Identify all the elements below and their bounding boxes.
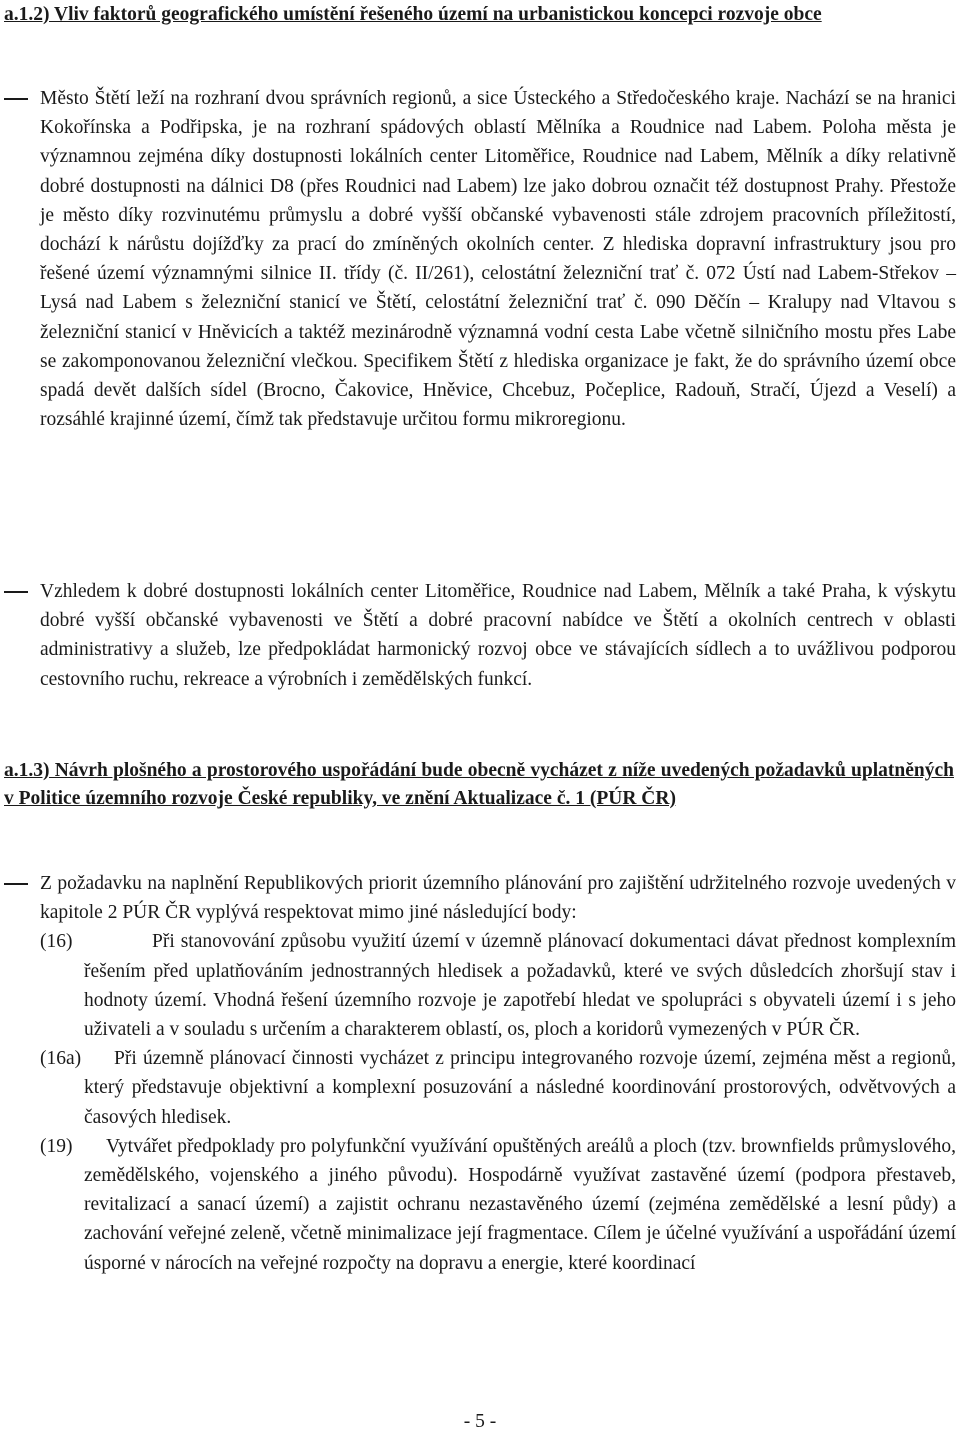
bullet-text: Vzhledem k dobré dostupnosti lokálních center Litoměřice, Roudnice nad Labem, Mělník a také Praha, k výskytu dobré vyšší občanské vybavenosti ve Štětí a dobré pracovní nabídce ve Štětí a okolních centrech v oblasti administrativy a služeb, lze předpokládat harmonický rozvoj obce ve stávajících sídlech a to uvážlivou podporou cestovního ruchu, rekreace a výrobních i zemědělských funkcí. — [40, 581, 956, 690]
bullet-text: Z požadavku na naplnění Republikových priorit územního plánování pro zajištění udržitelného rozvoje uvedených v kapitole 2 PÚR ČR vyplývá respektovat mimo jiné následující body: — [40, 873, 956, 924]
bullet-item — [0, 577, 956, 694]
dash-bullet-icon — [4, 883, 28, 885]
dash-bullet-icon — [4, 591, 28, 593]
priority-text: Vytvářet předpoklady pro polyfunkční využívání opuštěných areálů a ploch (tzv. brownfields průmyslového, zemědělského, vojenského a jiného původu). Hospodárně využívat zastavěné území (podpora přestaveb, revitalizací a sanací území) a zajistit ochranu nezastavěného území (zejména zemědělské a lesní půdy) a zachování veřejné zeleně, včetně minimalizace její fragmentace. Cílem je účelné využívání a uspořádání území úsporné v nárocích na veřejné rozpočty na dopravu a energie, které koordinací — [84, 1135, 956, 1274]
dash-bullet-icon — [4, 98, 28, 100]
priority-item-16 — [40, 927, 956, 1044]
bullet-item — [0, 84, 956, 434]
priority-item-16a — [40, 1044, 956, 1132]
priority-text: Při územně plánovací činnosti vycházet z principu integrovaného rozvoje území, zejména měst a regionů, který představuje objektivní a komplexní posuzování a následné koordinování prostorových, odvětvových a časových hledisek. — [84, 1048, 956, 1128]
priority-text: Při stanovování způsobu využití území v územně plánovací dokumentaci dávat přednost komplexním řešením před uplatňováním jednostranných hledisek a požadavků, které ve svých důsledcích zhoršují stav i hodnoty území. Vhodná řešení územního rozvoje je zapotřebí hledat ve spolupráci s obyvateli území i s jeho uživateli a v souladu s určením a charakterem oblastí, os, ploch a koridorů vymezených v PÚR ČR. — [84, 931, 956, 1041]
priority-number: (19) — [40, 1135, 73, 1157]
section-heading-a12: a.1.2) Vliv faktorů geografického umístění řešeného území na urbanistickou koncepci rozvoje obce — [4, 4, 822, 25]
priority-number: (16) — [40, 931, 73, 953]
page-number: - 5 - — [463, 1411, 497, 1432]
bullet-item — [0, 869, 956, 1278]
priority-number: (16a) — [40, 1048, 82, 1070]
bullet-text: Město Štětí leží na rozhraní dvou správních regionů, a sice Ústeckého a Středočeského kraje. Nachází se na hranici Kokořínska a Podřipska, je na rozhraní spádových oblastí Mělníka a Roudnice nad Labem. Poloha města je významnou zejména díky dostupnosti lokálních center Litoměřice, Roudnice nad Labem, Mělník a díky relativně dobré dostupnosti na dálnici D8 (přes Roudnici nad Labem) lze jako dobrou označit též dostupnost Prahy. Přestože je město díky rozvinutému průmyslu a dobré vyšší občanské vybavenosti stále zdrojem pracovních příležitostí, dochází k nárůstu dojížďky za prací do zmíněných okolních center. Z hlediska dopravní infrastruktury jsou pro řešené území významnými silnice II. třídy (č. II/261), celostátní železniční trať č. 072 Ústí nad Labem-Střekov – Lysá nad Labem s železniční stanicí ve Štětí, celostátní železniční trať č. 090 Děčín – Kralupy nad Vltavou s železniční stanicí v Hněvicích a taktéž mezinárodně významná vodní cesta Labe včetně silničního mostu přes Labe se zakomponovanou železniční vlečkou. Specifikem Štětí z hlediska organizace je fakt, že do správního území obce spadá devět dalších sídel (Brocno, Čakovice, Hněvice, Chcebuz, Počeplice, Radouň, Stračí, Újezd a Veselí) a rozsáhlé krajinné území, čímž tak představuje určitou formu mikroregionu. — [40, 88, 956, 431]
section-heading-a13: a.1.3) Návrh plošného a prostorového uspořádání bude obecně vycházet z níže uvedených požadavků uplatněných v Politice územního rozvoje České republiky, ve znění Aktualizace č. 1 (PÚR ČR) — [4, 760, 954, 809]
priority-item-19 — [40, 1132, 956, 1278]
